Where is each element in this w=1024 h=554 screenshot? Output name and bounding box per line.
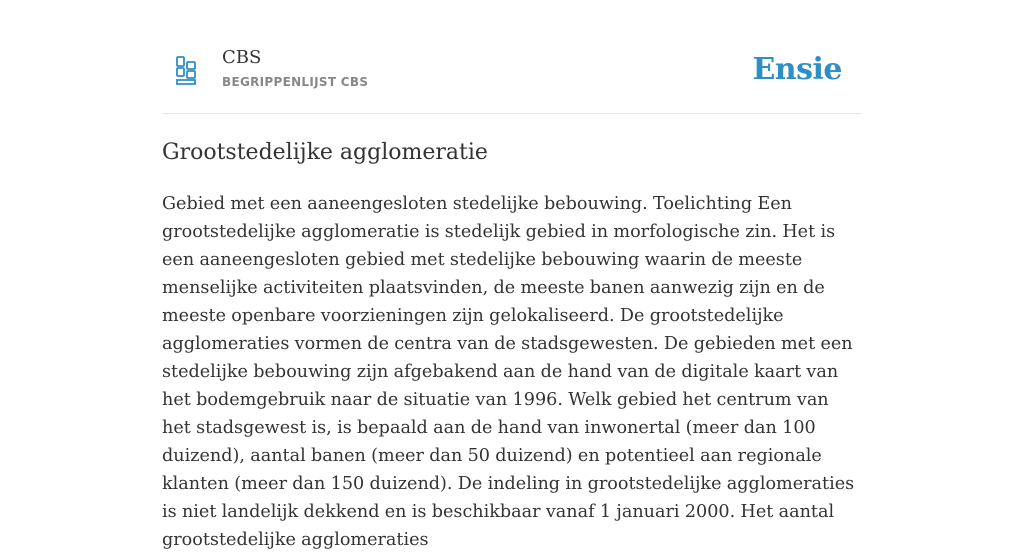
term-title: Grootstedelijke agglomeratie [162,140,488,165]
page [162,0,862,550]
source-subtitle[interactable]: BEGRIPPENLIJST CBS [222,75,369,89]
ensie-logo[interactable]: Ensie [752,52,842,87]
cbs-logo-icon[interactable] [176,56,196,86]
header [162,0,862,114]
source-name[interactable]: CBS [222,47,262,68]
term-definition: Gebied met een aaneengesloten stedelijke bebouwing. Toelichting Een grootstedelijke agglomeratie is stedelijk gebied in morfologische zin. Het is een aaneengesloten gebied met stedelijke bebouwing waarin de meeste menselijke activiteiten plaatsvinden, de meeste banen aanwezig zijn en de meeste openbare voorzieningen zijn gelokaliseerd. De grootstedelijke agglomeraties vormen de centra van de stadsgewesten. De gebieden met een stedelijke bebouwing zijn afgebakend aan de hand van de digitale kaart van het bodemgebruik naar de situatie van 1996. Welk gebied het centrum van het stadsgewest is, is bepaald aan de hand van inwonertal (meer dan 100 duizend), aantal banen (meer dan 50 duizend) en potentieel aan regionale klanten (meer dan 150 duizend). De indeling in grootstedelijke agglomeraties is niet landelijk dekkend en is beschikbaar vanaf 1 januari 2000. Het aantal grootstedelijke agglomeraties [162,194,855,550]
